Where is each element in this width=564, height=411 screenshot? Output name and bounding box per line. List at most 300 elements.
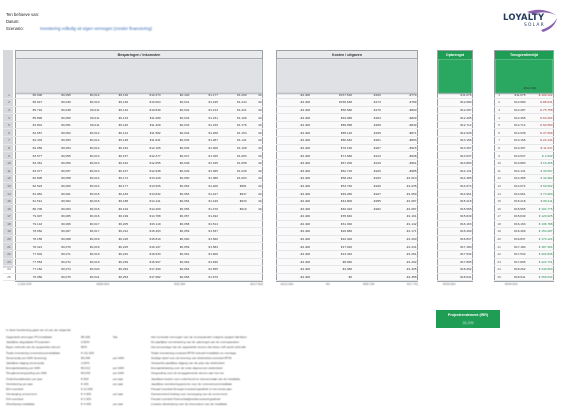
notes-rows — [6, 335, 416, 408]
table-row — [276, 235, 418, 243]
besparingen-cell: €14.788 — [130, 213, 163, 221]
year-cell: 23 — [494, 258, 504, 266]
kosten-cell: -€4.400 — [276, 144, 312, 152]
terug-cashflow-cell: €15.565 — [504, 205, 527, 213]
besparingen-cell: €13.229 — [130, 175, 163, 183]
table-row — [276, 273, 418, 281]
besparingen-cell: €0,199 — [101, 213, 130, 221]
year-cell: 24 — [494, 266, 504, 274]
besparingen-cell: €1.231 — [191, 114, 220, 122]
terug-cashflow-cell: €12.495 — [504, 114, 527, 122]
besparingen-cell: €0,047 — [162, 152, 191, 160]
besparingen-cell: €0,041 — [162, 99, 191, 107]
kosten-cell: €49.280 — [312, 190, 354, 198]
kosten-cell: -€1.035 — [382, 182, 418, 190]
projectrendement-box — [436, 310, 500, 328]
table-row — [15, 114, 263, 122]
kosten-cell: -€1.200 — [382, 235, 418, 243]
besparingen-cell: €16.167 — [130, 243, 163, 251]
besparingen-cell: 77.152 — [15, 266, 44, 274]
besparingen-cell: €13.526 — [130, 182, 163, 190]
besparingen-cell: €0,212 — [101, 228, 130, 236]
besparingen-cell: €0,162 — [101, 159, 130, 167]
table-row — [494, 235, 554, 243]
besparingen-cell: €1.514 — [191, 220, 220, 228]
terug-cumulative-cell: € 204.836 — [527, 250, 554, 258]
table-row — [276, 213, 418, 221]
besparingen-cell: €0,059 — [162, 243, 191, 251]
besparingen-cell: 84.433 — [15, 137, 44, 145]
opbrengst-cell: €11.076 — [437, 91, 473, 99]
year-cell: 4 — [3, 114, 15, 122]
besparingen-cell: €0,070 — [44, 243, 73, 251]
besparingen-cell: €1.583 — [191, 243, 220, 251]
table-row — [3, 152, 15, 160]
logo-brand-text: LOYALTY — [503, 12, 545, 22]
kosten-cell — [354, 220, 383, 228]
meta-label-scenario: Scenario: — [6, 26, 24, 31]
kosten-cell: -€1.292 — [382, 258, 418, 266]
besparingen-cell: €0,015 — [72, 190, 101, 198]
kosten-cell — [354, 266, 383, 274]
table-row — [15, 121, 263, 129]
kosten-cell: €85.120 — [312, 129, 354, 137]
besparingen-cell: €0,095 — [44, 91, 73, 99]
besparingen-cell: €0,188 — [101, 197, 130, 205]
table-row — [15, 106, 263, 114]
note-cell: 86.000 — [81, 335, 91, 339]
table-row — [437, 99, 473, 107]
table-row — [276, 152, 418, 160]
besparingen-cell: €0,205 — [101, 220, 130, 228]
note-cell: Onderhoudskosten per jaar — [6, 376, 43, 381]
year-cell: 17 — [3, 213, 15, 221]
besparingen-cell: €1.131 — [219, 137, 248, 145]
terug-cumulative-cell: € 73.993 — [527, 190, 554, 198]
besparingen-cell: €0,065 — [44, 213, 73, 221]
kosten-cell: -€4.400 — [276, 273, 312, 281]
besparingen-cell: €0,064 — [162, 266, 191, 274]
kosten-cell: -€4.400 — [276, 235, 312, 243]
table-row — [15, 273, 263, 281]
table-row — [3, 106, 15, 114]
table-row — [15, 137, 263, 145]
besparingen-cell: €0,013 — [72, 167, 101, 175]
opbrengst-cell: €15.565 — [437, 205, 473, 213]
besparingen-cell: €15.119 — [130, 220, 163, 228]
table-row — [494, 250, 554, 258]
besparingen-cell: 84.801 — [15, 121, 44, 129]
note-cell: Jaarlijkse verzekeringspremie voor de zonnestroominstallatie — [151, 381, 233, 386]
note-cell: KIA-voordeel — [6, 397, 24, 402]
besparingen-cell: €1.630 — [191, 258, 220, 266]
besparingen-cell: €0,050 — [162, 175, 191, 183]
besparingen-cell: €919 — [219, 205, 248, 213]
note-cell: per jaar — [113, 376, 124, 381]
kosten-cell: €35.840 — [312, 213, 354, 221]
besparingen-cell: €0,050 — [44, 114, 73, 122]
table-row — [276, 129, 418, 137]
besparingen-cell: 81.981 — [15, 190, 44, 198]
table-row — [494, 114, 554, 122]
besparingen-cell — [248, 243, 263, 251]
table-row — [437, 228, 473, 236]
table-row — [437, 250, 473, 258]
table-row — [494, 106, 554, 114]
table-row — [3, 205, 15, 213]
table-row — [494, 144, 554, 152]
table-row — [276, 205, 418, 213]
report-meta — [6, 11, 152, 32]
besparingen-cell: €0,049 — [44, 99, 73, 107]
terug-cashflow-cell: €13.883 — [504, 159, 527, 167]
besparingen-cell: €0,012 — [72, 91, 101, 99]
year-cell: 10 — [494, 159, 504, 167]
besparingen-cell: €16.907 — [130, 258, 163, 266]
besparingen-cell: 83.077 — [15, 167, 44, 175]
scenario-value: Investering volledig uit eigen vermogen (zonder financiering) — [40, 26, 152, 31]
table-row — [494, 220, 554, 228]
table-row — [494, 266, 554, 274]
besparingen-cell: €947 — [219, 190, 248, 198]
note-cell: € 12.500 — [81, 386, 93, 391]
table-row — [437, 243, 473, 251]
table-row — [3, 250, 15, 258]
kosten-cell: €157.520 — [312, 91, 354, 99]
besparingen-cell: €0,049 — [162, 167, 191, 175]
besparingen-cell: €0,053 — [44, 137, 73, 145]
besparingen-cell: €1.325 — [191, 152, 220, 160]
besparingen-cell: €0,058 — [44, 175, 73, 183]
year-cell: 12 — [3, 175, 15, 183]
besparingen-cell: €10.373 — [130, 91, 163, 99]
besparingen-cell: €0,014 — [72, 175, 101, 183]
total-4: €217.500 — [250, 282, 263, 286]
totals-besparingen — [18, 282, 263, 286]
kosten-cell: -€849 — [382, 121, 418, 129]
opbrengst-cell: €17.895 — [437, 258, 473, 266]
table-row — [494, 182, 554, 190]
table-row — [276, 220, 418, 228]
table-row — [276, 99, 418, 107]
terug-cumulative-cell: € 187.304 — [527, 243, 554, 251]
besparingen-cell: €1.244 — [219, 99, 248, 107]
table-row — [3, 213, 15, 221]
year-cell: 8 — [3, 144, 15, 152]
kosten-cell: -€4.400 — [276, 220, 312, 228]
note-cell: € 111.000 — [81, 350, 94, 355]
besparingen-cell: €10.840 — [130, 106, 163, 114]
year-cell: 23 — [3, 258, 15, 266]
besparingen-cell: €0,062 — [162, 258, 191, 266]
year-cell: 21 — [494, 243, 504, 251]
kosten-cell: -€829 — [382, 114, 418, 122]
besparingen-cell: €0,051 — [44, 121, 73, 129]
logo-sub-text: SOLAR — [524, 23, 545, 28]
terug-cumulative-cell: € 120.625 — [527, 213, 554, 221]
besparingen-cell: €0,012 — [72, 144, 101, 152]
besparingen-cell: €16.533 — [130, 250, 163, 258]
besparingen-cell: €0,020 — [72, 266, 101, 274]
table-row — [3, 144, 15, 152]
besparingen-cell: 85.896 — [15, 114, 44, 122]
besparingen-cell: €0,063 — [44, 205, 73, 213]
besparingen-cell: €12.106 — [130, 144, 163, 152]
besparingen-cell: €0,018 — [72, 243, 101, 251]
besparingen-cell: €0,059 — [162, 228, 191, 236]
table-row — [276, 159, 418, 167]
year-cell: 2 — [494, 99, 504, 107]
note-cell: per kWh — [113, 355, 125, 360]
total-terugverdientijd: €344.634 — [505, 282, 518, 286]
year-cell: 15 — [3, 197, 15, 205]
besparingen-cell: €0,019 — [72, 258, 101, 266]
opbrengst-cell: €12.714 — [437, 121, 473, 129]
note-cell: Fiscaal voordeel Kleinschaligheidsinvesteringsaftrek — [151, 397, 221, 402]
kosten-cell: €40.320 — [312, 205, 354, 213]
opbrengst-cell: €14.131 — [437, 167, 473, 175]
opbrengst-cell: €15.849 — [437, 213, 473, 221]
year-cell: 9 — [494, 152, 504, 160]
kosten-cell: -€1.087 — [382, 197, 418, 205]
kosten-cell — [354, 250, 383, 258]
besparingen-cell: €1.176 — [219, 121, 248, 129]
opbrengst-cell: €16.499 — [437, 228, 473, 236]
table-row — [437, 197, 473, 205]
note-cell: per jaar — [113, 392, 124, 397]
column-headers-besparingen — [16, 59, 262, 94]
kosten-cell: €0 — [312, 273, 354, 281]
opbrengst-cell: €12.287 — [437, 106, 473, 114]
kosten-cell: -€1.059 — [382, 190, 418, 198]
table-row — [3, 190, 15, 198]
besparingen-cell: €0,016 — [72, 205, 101, 213]
table-row — [437, 106, 473, 114]
note-cell: Het nominale vermogen van de zonnepanelen volgens opgave fabrikant — [151, 335, 247, 339]
year-cell: 18 — [3, 220, 15, 228]
besparingen-cell: 78.321 — [15, 243, 44, 251]
terug-cashflow-cell: €12.287 — [504, 106, 527, 114]
note-cell: Jaarlijkse kosten voor onderhoud en schoonmaak van de installatie — [151, 376, 241, 381]
table-row — [494, 258, 554, 266]
besparingen-cell: €1.154 — [219, 129, 248, 137]
opbrengst-cell: €17.532 — [437, 250, 473, 258]
table-row — [437, 137, 473, 145]
table-row — [276, 121, 418, 129]
year-cell: 24 — [3, 266, 15, 274]
besparingen-cell: €1.449 — [191, 197, 220, 205]
kosten-cell: -€1.087 — [382, 205, 418, 213]
terug-cumulative-cell: € 222.731 — [527, 258, 554, 266]
besparingen-cell: 40 — [248, 182, 263, 190]
note-cell: Lineaire afschrijving over de levensduur van de installatie — [151, 402, 228, 407]
year-cell: 6 — [3, 129, 15, 137]
besparingen-cell: 40 — [248, 137, 263, 145]
opbrengst-cell: €13.883 — [437, 159, 473, 167]
besparingen-cell: €0,057 — [162, 213, 191, 221]
year-cell: 20 — [494, 235, 504, 243]
note-cell: Het percentage van de opgewekte stroom dat direct zelf wordt verbruikt — [151, 345, 246, 350]
table-row — [437, 129, 473, 137]
besparingen-cell: €0,060 — [44, 182, 73, 190]
note-cell: €0,095 — [81, 355, 91, 360]
besparingen-cell — [219, 266, 248, 274]
note-cell: Totale investering zonnestroominstallatie — [6, 350, 61, 355]
besparingen-cell: €1.345 — [191, 159, 220, 167]
table-row — [15, 258, 263, 266]
besparingen-cell — [219, 250, 248, 258]
table-row — [437, 266, 473, 274]
besparingen-cell: €1.260 — [219, 91, 248, 99]
kosten-cell: €56.580 — [312, 106, 354, 114]
besparingen-cell: €1.003 — [219, 175, 248, 183]
kosten-cell: €31.360 — [312, 220, 354, 228]
besparingen-cell: 85.716 — [15, 106, 44, 114]
kosten-cell: €80.640 — [312, 137, 354, 145]
besparingen-cell: 76.950 — [15, 273, 44, 281]
note-cell: Afschrijving installatie — [6, 402, 35, 407]
table-row — [276, 114, 418, 122]
table-row — [437, 190, 473, 198]
note-cell: De jaarlijkse vermindering van de opbrengst van de zonnepanelen — [151, 340, 240, 345]
besparingen-cell: 78.652 — [15, 228, 44, 236]
opbrengst-cell: €17.180 — [437, 243, 473, 251]
year-cell: 3 — [3, 106, 15, 114]
note-cell: € 166 — [81, 381, 89, 386]
besparingen-cell: €0,218 — [101, 235, 130, 243]
terug-cumulative-cell: € 259.634 — [527, 273, 554, 281]
meta-label-tbv: Ten behoeve van: — [6, 12, 40, 17]
besparingen-cell: €0,019 — [72, 250, 101, 258]
note-cell: € 4.400 — [81, 392, 92, 397]
besparingen-cell: €0,071 — [44, 250, 73, 258]
note-cell: per jaar — [113, 402, 124, 407]
year-cell: 10 — [3, 159, 15, 167]
kosten-cell: -€871 — [382, 129, 418, 137]
besparingen-cell: €12.377 — [130, 152, 163, 160]
table-row — [3, 235, 15, 243]
note-row — [6, 402, 416, 407]
year-cell: 13 — [3, 182, 15, 190]
terug-cumulative-cell: €-63.264 — [527, 114, 554, 122]
column-headers-kosten — [277, 59, 417, 94]
opbrengst-table — [437, 91, 473, 281]
year-cell: 4 — [494, 114, 504, 122]
besparingen-cell: €0,060 — [162, 235, 191, 243]
terug-cashflow-cell: €12.714 — [504, 121, 527, 129]
kosten-cell: -€4.400 — [276, 99, 312, 107]
terug-cashflow-cell: €18.262 — [504, 266, 527, 274]
table-row — [437, 205, 473, 213]
besparingen-cell: €0,066 — [162, 273, 191, 281]
table-row — [15, 144, 263, 152]
table-row — [15, 190, 263, 198]
besparingen-cell: 81.512 — [15, 197, 44, 205]
year-cell: 9 — [3, 152, 15, 160]
besparingen-cell: €15.810 — [130, 235, 163, 243]
opbrengst-cell: €16.163 — [437, 220, 473, 228]
besparingen-cell — [219, 213, 248, 221]
besparingen-cell: €0,144 — [101, 129, 130, 137]
kosten-cell: €8.960 — [312, 258, 354, 266]
table-row — [15, 182, 263, 190]
besparingen-cell: €0,015 — [72, 197, 101, 205]
terug-cumulative-cell: € 104.776 — [527, 205, 554, 213]
kosten-cell: -€213 — [354, 152, 383, 160]
besparingen-cell — [248, 250, 263, 258]
section-title-besparingen: Besparingen / inkomsten — [16, 51, 262, 59]
besparingen-cell: 40 — [248, 144, 263, 152]
section-title-opbrengst: Opbrengst — [438, 51, 472, 59]
besparingen-cell: €17.290 — [130, 266, 163, 274]
table-row — [276, 190, 418, 198]
year-cell: 5 — [494, 121, 504, 129]
besparingen-cell: 83.361 — [15, 159, 44, 167]
year-cell: 19 — [3, 228, 15, 236]
terug-cumulative-cell: € 240.993 — [527, 266, 554, 274]
table-row — [15, 250, 263, 258]
kosten-cell: -€255 — [354, 197, 383, 205]
table-row — [3, 197, 15, 205]
note-cell: per kWh — [113, 366, 125, 371]
year-cell: 5 — [3, 121, 15, 129]
kosten-cell: -€938 — [382, 152, 418, 160]
table-row — [15, 197, 263, 205]
besparingen-cell: €0,194 — [101, 205, 130, 213]
year-cell: 8 — [494, 144, 504, 152]
table-row — [15, 220, 263, 228]
table-row — [494, 175, 554, 183]
besparingen-cell: €1.287 — [191, 137, 220, 145]
note-cell: 2,00% — [81, 360, 90, 365]
table-row — [276, 182, 418, 190]
kosten-cell: -€4.400 — [276, 228, 312, 236]
table-row — [3, 159, 15, 167]
besparingen-cell — [219, 258, 248, 266]
opbrengst-cell: €13.637 — [437, 152, 473, 160]
kosten-cell: €76.160 — [312, 144, 354, 152]
note-cell: 80% — [81, 345, 88, 350]
besparingen-cell: €0,148 — [101, 137, 130, 145]
besparingen-cell: €0,054 — [162, 197, 191, 205]
kosten-cell: €94.086 — [312, 114, 354, 122]
table-row — [15, 167, 263, 175]
year-cell: 6 — [494, 129, 504, 137]
besparingen-cell: €0,043 — [162, 121, 191, 129]
year-cell: 14 — [3, 190, 15, 198]
note-cell: per jaar — [113, 381, 124, 386]
year-cell: 11 — [494, 167, 504, 175]
besparingen-cell — [248, 213, 263, 221]
projectrendement-label: Projectrendement (IRR) — [447, 313, 489, 317]
note-cell: Terugleververgoeding per kWh — [6, 371, 47, 376]
note-cell: Energiebelasting per kWh — [6, 366, 41, 371]
besparingen-cell: 40 — [248, 121, 263, 129]
note-cell: Jaarlijkse degradatie PV-panelen — [6, 340, 50, 345]
terug-cashflow-cell: €14.674 — [504, 182, 527, 190]
table-row — [437, 91, 473, 99]
note-cell: € 4.440 — [81, 402, 92, 407]
besparingen-cell: 40 — [248, 197, 263, 205]
besparingen-cell: €933 — [219, 197, 248, 205]
opbrengst-cell: €15.218 — [437, 197, 473, 205]
table-row — [494, 121, 554, 129]
kosten-cell: -€4.400 — [276, 243, 312, 251]
besparingen-cell: €0,011 — [72, 114, 101, 122]
kosten-cell: -€4.400 — [276, 182, 312, 190]
terug-cashflow-cell: €12.080 — [504, 99, 527, 107]
besparingen-cell: 40 — [248, 159, 263, 167]
